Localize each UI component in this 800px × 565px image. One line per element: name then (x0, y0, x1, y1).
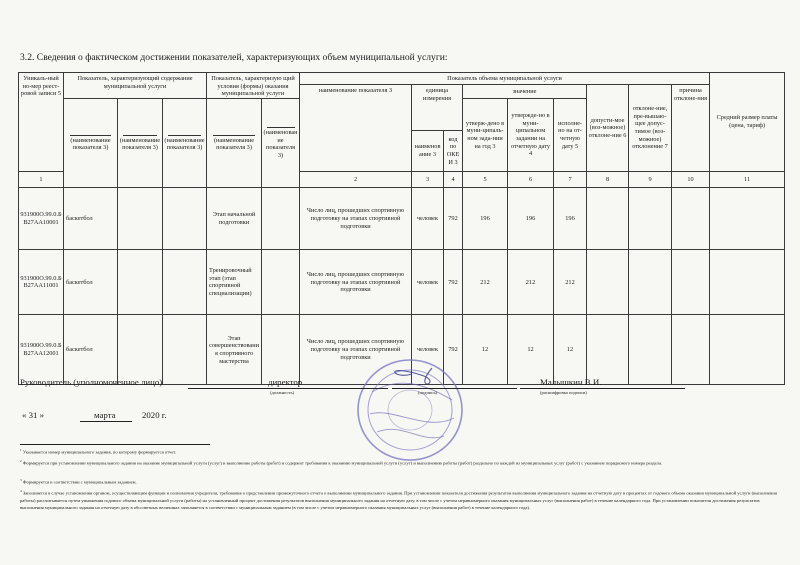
approved-year-value: 196 (463, 188, 508, 250)
okei-code: 792 (444, 188, 463, 250)
registry-code: 931900О.99.0.БВ27АА12001 (19, 315, 64, 385)
empty-cell (262, 250, 300, 315)
date-year: 2020 г. (142, 410, 167, 420)
empty-cell (672, 315, 710, 385)
date-day: « 31 » (22, 410, 44, 420)
training-stage: Этап совершенствования спортивного мастерства (207, 315, 262, 385)
header-name-placeholder (64, 99, 118, 188)
col-number: 3 (412, 172, 444, 188)
empty-cell (163, 188, 207, 250)
col-number: 2 (300, 172, 412, 188)
col-number: 11 (710, 172, 785, 188)
registry-code: 931900О.99.0.БВ27АА10001 (19, 188, 64, 250)
empty-cell (587, 250, 629, 315)
footnote-3: $^3$ Формируется в соответствии с муниципальным заданием. (20, 478, 137, 485)
col-number: 8 (587, 172, 629, 188)
empty-cell (587, 188, 629, 250)
header-avg-fee: Средний размер платы (цена, тариф) (710, 73, 785, 172)
position-value: директор (268, 377, 303, 387)
name-rule (213, 135, 255, 136)
okei-code: 792 (444, 250, 463, 315)
sport-name: баскетбол (64, 188, 118, 250)
header-name-placeholder (262, 99, 300, 188)
footnote-divider (20, 444, 210, 445)
sport-name: баскетбол (64, 250, 118, 315)
header-volume-indicator: Показатель объема муниципальной услуги (300, 73, 710, 85)
approved-date-value: 12 (508, 315, 554, 385)
name-placeholder-label: (наименование показателя 3) (70, 136, 111, 152)
unit-name: человек (412, 188, 444, 250)
volume-indicators-table (18, 72, 785, 385)
header-executed: исполне-но на от-четную дату 5 (554, 99, 587, 172)
empty-cell (629, 188, 672, 250)
approved-year-value: 212 (463, 250, 508, 315)
position-line (188, 388, 388, 389)
col-number: 10 (672, 172, 710, 188)
name-rule (123, 135, 157, 136)
header-allowed-deviation: допусти-мое (воз-можное) отклоне-ние 6 (587, 85, 629, 172)
table-row (19, 188, 785, 250)
col-number: 5 (463, 172, 508, 188)
header-name-placeholder (207, 99, 262, 188)
training-stage: Этап начальной подготовки (207, 188, 262, 250)
footnote-2: $^2$ Формируется при установлении муниципального задания на оказание муниципальной услуги (услуг) и выполнение работы (работ) и содержит требования к оказанию муниципальной услуги (услуг) и выполнению работы (работ) раздельно по каждой из муниципальных услуг (работ) с указанием порядкового номера раздела. (20, 459, 663, 466)
empty-cell (163, 315, 207, 385)
header-approved-date: утвержде-но в муни-ципальном задании на отчетную дату 4 (508, 99, 554, 172)
date-month-line (80, 421, 132, 422)
name-rule (267, 127, 295, 128)
training-stage: Тренировочный этап (этап спортивной специализации) (207, 250, 262, 315)
empty-cell (629, 250, 672, 315)
name-placeholder-label: (наименование показателя 3) (213, 136, 255, 152)
okei-code: 792 (444, 315, 463, 385)
sign-caption: (подпись) (418, 390, 438, 395)
header-deviation-exceed: отклоне-ние, пре-вышаю-щее допус-тимое (воз-можное) отклонение 7 (629, 85, 672, 172)
name-line (520, 388, 685, 389)
header-approved-year: утверж-дено в муни-ципаль-ном зада-нии на год 3 (463, 99, 508, 172)
header-indicator-name: наименование показателя 3 (300, 85, 412, 172)
section-title: 3.2. Сведения о фактическом достижении показателей, характеризующих объем муниципальной услуги: (20, 52, 448, 63)
empty-cell (710, 188, 785, 250)
name-placeholder-label: (наименование показателя 3) (164, 136, 205, 152)
name-placeholder-label: (наименование показателя 3) (119, 136, 161, 152)
empty-cell (672, 188, 710, 250)
col-number: 9 (629, 172, 672, 188)
empty-cell (587, 315, 629, 385)
head-name: Малышкин В.И. (540, 377, 602, 387)
footnote-1: $^1$ Указывается номер муниципального задания, по которому формируется отчет. (20, 448, 177, 455)
empty-cell (710, 315, 785, 385)
indicator-name: Число лиц, прошедших спортивную подготовку на этапах спортивной подготовки (300, 188, 412, 250)
approved-date-value: 212 (508, 250, 554, 315)
header-unit: единица измерения (412, 85, 463, 131)
header-name-placeholder (163, 99, 207, 188)
empty-cell (629, 315, 672, 385)
empty-cell (118, 188, 163, 250)
name-caption: (расшифровка подписи) (540, 390, 587, 395)
empty-cell (262, 315, 303, 387)
empty-cell (672, 250, 710, 315)
date-month: марта (94, 410, 116, 420)
header-name-placeholder (118, 99, 163, 188)
unit-name: человек (412, 315, 444, 385)
name-rule (168, 135, 201, 136)
position-caption: (должность) (270, 390, 295, 395)
registry-code: 931900О.99.0.БВ27АА11001 (19, 250, 64, 315)
indicator-name: Число лиц, прошедших спортивную подготовку на этапах спортивной подготовки (300, 250, 412, 315)
col-number: 4 (444, 172, 463, 188)
name-placeholder-label: (наименование показателя 3) (263, 128, 298, 159)
col-number: 1 (19, 172, 64, 188)
approved-date-value: 196 (508, 188, 554, 250)
sign-line (392, 388, 517, 389)
empty-cell (710, 250, 785, 315)
empty-cell (163, 250, 207, 315)
empty-cell (118, 250, 163, 315)
footnote-4: $^4$ Заполняется в случае установления органом, осуществляющим функции и полномочия учредителя, требования о представлении промежуточного отчета о выполнении муниципального задания. При установлении показателя достижения результатов выполнения муниципального задания на отчетную дату в процентах от годового объема оказания муниципальной услуги (выполнения работы) рассчитывается путем умножения годового объема муниципальной услуги (работы) на установленный процент достижения результатов выполнения муниципального задания на отчетную дату, в том числе с учетом неравномерного оказания муниципальных услуг (выполнения работ) в течение календарного года. При установлении показателя достижения результатов выполнения муниципального задания на отчетную дату в абсолютных величинах заполняется в соответствии с муниципальным заданием (в том числе с учетом неравномерного оказания муниципальных услуг (выполнения работ) в течение календарного года). (20, 489, 777, 510)
col-number: 6 (508, 172, 554, 188)
approved-year-value: 12 (463, 315, 508, 385)
header-value: значение (463, 85, 587, 99)
head-label: Руководитель (уполномоченное лицо) (20, 377, 163, 387)
col-number: 7 (554, 172, 587, 188)
header-okei-code: код по ОКЕИ 3 (444, 131, 463, 172)
unit-name: человек (412, 250, 444, 315)
header-unique-number: Уникаль-ный но-мер реест-ровой записи 5 (19, 73, 64, 172)
header-reason: причина отклоне-ния (672, 85, 710, 172)
empty-cell (118, 315, 163, 385)
executed-value: 196 (554, 188, 587, 250)
name-rule (70, 135, 111, 136)
indicator-name: Число лиц, прошедших спортивную подготовку на этапах спортивной подготовки (300, 315, 412, 385)
header-condition-indicator: Показатель, характеризую щий условия (формы) оказания муниципальной услуги (207, 73, 300, 99)
sport-name: баскетбол (64, 315, 118, 385)
header-content-indicator: Показатель, характеризующий содержание муниципальной услуги (64, 73, 207, 99)
executed-value: 12 (554, 315, 587, 385)
header-unit-name: наименов ание 3 (412, 131, 444, 172)
empty-cell (262, 188, 300, 250)
executed-value: 212 (554, 250, 587, 315)
table-row (19, 250, 785, 315)
